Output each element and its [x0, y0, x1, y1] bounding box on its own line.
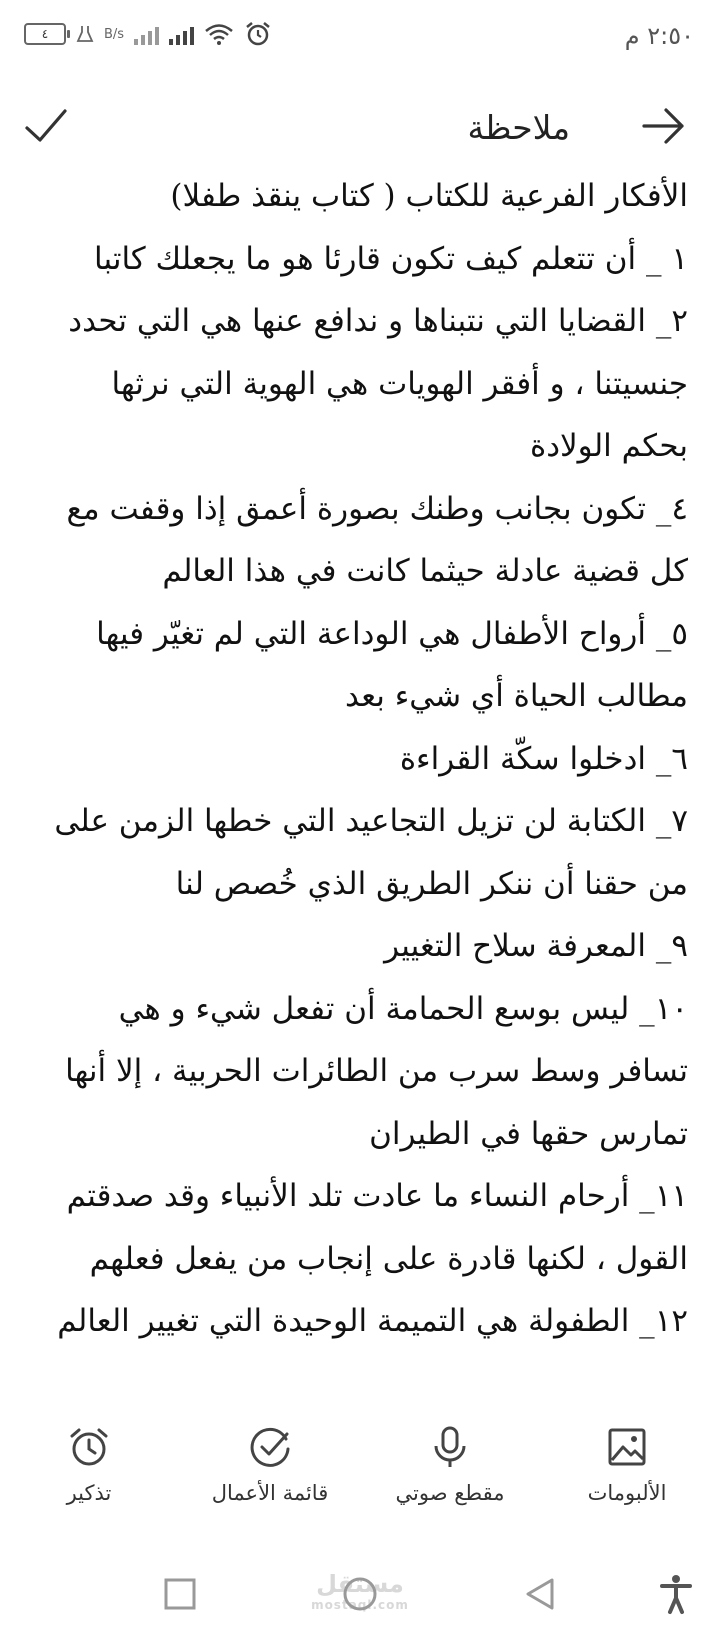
- accessibility-button[interactable]: [654, 1572, 698, 1616]
- status-bar: [0, 0, 720, 74]
- note-line: الأفكار الفرعية للكتاب ( كتاب ينقذ طفلا): [170, 178, 688, 214]
- note-line: ١٢_ الطفولة هي التميمة الوحيدة التي تغيير العالم: [57, 1303, 688, 1339]
- note-line: ١٠_ ليس بوسع الحمامة أن تفعل شيء و هي تسافر وسط سرب من الطائرات الحربية ، إلا أنها تمارس حقها في الطيران: [65, 990, 688, 1152]
- square-icon: [158, 1572, 202, 1616]
- note-header: [0, 96, 720, 166]
- save-check-button[interactable]: [22, 102, 72, 152]
- note-line: ٩_ المعرفة سلاح التغيير: [384, 928, 688, 964]
- note-line: ١ _ أن تتعلم كيف تكون قارئا هو ما يجعلك كاتبا: [94, 240, 688, 277]
- wifi-icon: [204, 22, 234, 46]
- checklist-icon: [248, 1425, 292, 1469]
- alarm-status-icon: [244, 20, 272, 48]
- albums-label: الألبومات: [587, 1481, 667, 1505]
- watermark-logo: مستقل mostaql.com: [311, 1570, 409, 1612]
- check-icon: [22, 102, 72, 152]
- audio-clip-label: مقطع صوتي: [395, 1481, 505, 1505]
- microphone-icon: [428, 1425, 472, 1469]
- flask-icon: [76, 24, 94, 44]
- note-line: ٧_ الكتابة لن تزيل التجاعيد التي خطها الزمن على من حقنا أن ننكر الطريق الذي خُصص لنا: [54, 803, 688, 902]
- accessibility-icon: [654, 1572, 698, 1616]
- note-line: ٤_ تكون بجانب وطنك بصورة أعمق إذا وقفت مع كل قضية عادلة حيثما كانت في هذا العالم: [66, 490, 688, 589]
- circle-icon: [338, 1572, 382, 1616]
- page-title: ملاحظة: [467, 108, 570, 147]
- image-icon: [605, 1425, 649, 1469]
- back-nav-button[interactable]: [518, 1572, 562, 1616]
- system-nav-bar: [0, 1560, 720, 1640]
- arrow-right-icon: [640, 104, 688, 148]
- note-line: ٦_ ادخلوا سكّة القراءة: [399, 740, 688, 777]
- note-editor[interactable]: [40, 165, 688, 1353]
- signal-icon-1: [134, 23, 159, 45]
- bottom-toolbar: [0, 1425, 720, 1525]
- battery-level: ٤: [41, 27, 49, 41]
- back-button[interactable]: [640, 104, 688, 148]
- reminder-button[interactable]: [14, 1425, 164, 1505]
- status-time: ٢:٥٠ م: [624, 22, 694, 50]
- network-speed-unit: B/s: [104, 26, 125, 42]
- recents-button[interactable]: [158, 1572, 202, 1616]
- battery-icon: [24, 23, 66, 45]
- reminder-label: تذكير: [66, 1481, 112, 1505]
- audio-clip-button[interactable]: [375, 1425, 525, 1505]
- back-triangle-icon: [518, 1572, 562, 1616]
- checklist-label: قائمة الأعمال: [211, 1481, 329, 1505]
- alarm-icon: [67, 1425, 111, 1469]
- signal-icon-2: [169, 23, 194, 45]
- note-line: ١١_ أرحام النساء ما عادت تلد الأنبياء وقد صدقتم القول ، لكنها قادرة على إنجاب من يفعل فعلهم: [66, 1178, 688, 1277]
- note-line: ٥_ أرواح الأطفال هي الوداعة التي لم تغيّر فيها مطالب الحياة أي شيء بعد: [96, 615, 688, 714]
- checklist-button[interactable]: [195, 1425, 345, 1505]
- home-button[interactable]: [338, 1572, 382, 1616]
- albums-button[interactable]: [552, 1425, 702, 1505]
- note-line: ٢_ القضايا التي نتبناها و ندافع عنها هي التي تحدد جنسيتنا ، و أفقر الهويات هي الهوية التي نرثها بحكم الولادة: [68, 303, 688, 464]
- status-icons: [24, 20, 272, 48]
